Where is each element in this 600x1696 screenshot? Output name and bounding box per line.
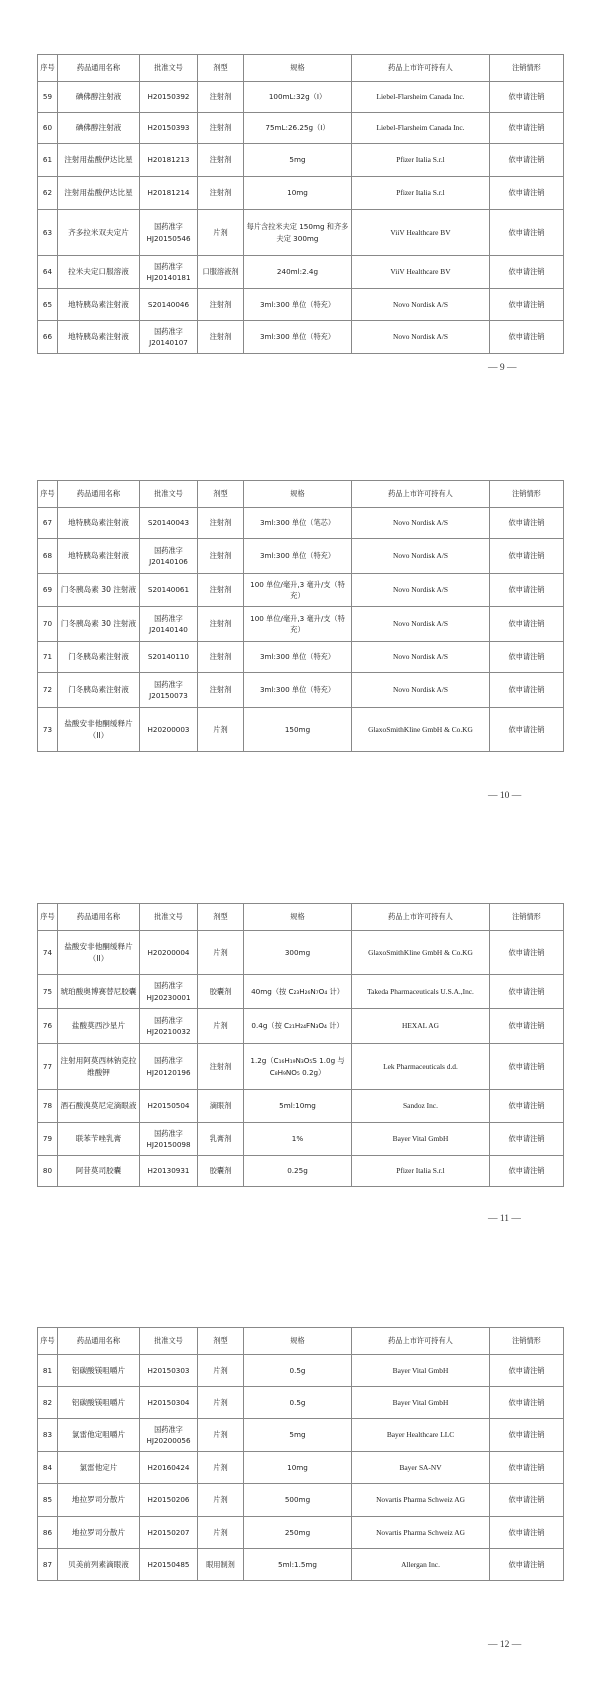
cell-approval: 国药准字 J20140107 <box>140 321 198 354</box>
cell-spec: 10mg <box>244 177 352 210</box>
cell-no: 59 <box>38 82 58 113</box>
cell-name: 地特胰岛素注射液 <box>58 539 140 574</box>
cell-spec: 3ml:300 单位（特充） <box>244 539 352 574</box>
cell-form: 片剂 <box>198 210 244 256</box>
cell-approval: S20140046 <box>140 289 198 321</box>
cell-holder: GlaxoSmithKline GmbH & Co.KG <box>352 931 490 975</box>
cell-no: 76 <box>38 1009 58 1044</box>
cell-name: 贝美前列素滴眼液 <box>58 1549 140 1581</box>
cell-status: 依申请注销 <box>490 708 564 752</box>
cell-form: 注射剂 <box>198 144 244 177</box>
cell-name: 盐酸莫西沙星片 <box>58 1009 140 1044</box>
cell-status: 依申请注销 <box>490 539 564 574</box>
column-header-name: 药品通用名称 <box>58 55 140 82</box>
cell-holder: Liebel-Flarsheim Canada Inc. <box>352 113 490 144</box>
cell-spec: 150mg <box>244 708 352 752</box>
table-row <box>38 289 564 321</box>
column-header-status: 注销情形 <box>490 1328 564 1355</box>
cancellation-table <box>37 1327 564 1581</box>
cell-no: 62 <box>38 177 58 210</box>
column-header-approval: 批准文号 <box>140 904 198 931</box>
cell-holder: Novo Nordisk A/S <box>352 574 490 607</box>
cell-approval: 国药准字 J20150073 <box>140 673 198 708</box>
cell-form: 注射剂 <box>198 321 244 354</box>
column-header-no: 序号 <box>38 904 58 931</box>
page-number: — 11 — <box>488 1214 521 1224</box>
cancellation-table <box>37 480 564 752</box>
cell-spec: 240ml:2.4g <box>244 256 352 289</box>
cell-name: 拉米夫定口服溶液 <box>58 256 140 289</box>
cell-approval: H20160424 <box>140 1452 198 1484</box>
column-header-spec: 规格 <box>244 481 352 508</box>
cell-approval: 国药准字 HJ20140181 <box>140 256 198 289</box>
cell-status: 依申请注销 <box>490 82 564 113</box>
cell-spec: 100 单位/毫升,3 毫升/支（特充） <box>244 574 352 607</box>
table-row <box>38 1452 564 1484</box>
cell-holder: ViiV Healthcare BV <box>352 210 490 256</box>
cell-name: 注射用盐酸伊达比星 <box>58 177 140 210</box>
cell-form: 口服溶液剂 <box>198 256 244 289</box>
cell-name: 注射用盐酸伊达比星 <box>58 144 140 177</box>
column-header-name: 药品通用名称 <box>58 904 140 931</box>
table-row <box>38 113 564 144</box>
cell-name: 地特胰岛素注射液 <box>58 321 140 354</box>
cell-status: 依申请注销 <box>490 1123 564 1156</box>
table-row <box>38 1156 564 1187</box>
column-header-approval: 批准文号 <box>140 1328 198 1355</box>
cell-name: 齐多拉米双夫定片 <box>58 210 140 256</box>
table-row <box>38 1484 564 1517</box>
cell-status: 依申请注销 <box>490 1355 564 1387</box>
cell-status: 依申请注销 <box>490 210 564 256</box>
table-row <box>38 1123 564 1156</box>
cell-name: 铝碳酸镁咀嚼片 <box>58 1387 140 1419</box>
cell-status: 依申请注销 <box>490 289 564 321</box>
cell-approval: H20181213 <box>140 144 198 177</box>
table-row <box>38 931 564 975</box>
cell-spec: 3ml:300 单位（特充） <box>244 642 352 673</box>
cell-holder: ViiV Healthcare BV <box>352 256 490 289</box>
cell-holder: GlaxoSmithKline GmbH & Co.KG <box>352 708 490 752</box>
cell-name: 碘佛醇注射液 <box>58 82 140 113</box>
table-row <box>38 210 564 256</box>
cell-status: 依申请注销 <box>490 1044 564 1090</box>
cell-no: 69 <box>38 574 58 607</box>
page-number: — 9 — <box>488 363 517 373</box>
cell-approval: 国药准字 HJ20120196 <box>140 1044 198 1090</box>
cell-approval: H20150392 <box>140 82 198 113</box>
cell-form: 胶囊剂 <box>198 975 244 1009</box>
cell-form: 片剂 <box>198 1419 244 1452</box>
cell-status: 依申请注销 <box>490 508 564 539</box>
cancellation-table <box>37 54 564 354</box>
cell-status: 依申请注销 <box>490 1549 564 1581</box>
cell-status: 依申请注销 <box>490 144 564 177</box>
cell-holder: Novartis Pharma Schweiz AG <box>352 1484 490 1517</box>
cell-no: 61 <box>38 144 58 177</box>
page-number: — 12 — <box>488 1640 522 1650</box>
cell-no: 70 <box>38 607 58 642</box>
cell-holder: HEXAL AG <box>352 1009 490 1044</box>
table-row <box>38 642 564 673</box>
cell-status: 依申请注销 <box>490 113 564 144</box>
cell-approval: H20150303 <box>140 1355 198 1387</box>
table-row <box>38 1009 564 1044</box>
cell-name: 铝碳酸镁咀嚼片 <box>58 1355 140 1387</box>
cell-name: 地拉罗司分散片 <box>58 1517 140 1549</box>
cell-holder: Bayer Vital GmbH <box>352 1123 490 1156</box>
cell-form: 片剂 <box>198 1355 244 1387</box>
cell-spec: 3ml:300 单位（特充） <box>244 673 352 708</box>
cell-status: 依申请注销 <box>490 256 564 289</box>
cell-spec: 1% <box>244 1123 352 1156</box>
cell-no: 80 <box>38 1156 58 1187</box>
cell-spec: 100mL:32g（I） <box>244 82 352 113</box>
cell-spec: 5mg <box>244 144 352 177</box>
cell-no: 81 <box>38 1355 58 1387</box>
cell-approval: S20140043 <box>140 508 198 539</box>
cell-no: 68 <box>38 539 58 574</box>
cell-status: 依申请注销 <box>490 1452 564 1484</box>
cell-approval: 国药准字 HJ20150546 <box>140 210 198 256</box>
cell-spec: 1.2g（C₁₆H₁₉N₃O₅S 1.0g 与 C₈H₉NO₅ 0.2g） <box>244 1044 352 1090</box>
cell-approval: 国药准字 J20140140 <box>140 607 198 642</box>
cell-form: 注射剂 <box>198 574 244 607</box>
column-header-no: 序号 <box>38 1328 58 1355</box>
table-row <box>38 1044 564 1090</box>
cell-approval: H20130931 <box>140 1156 198 1187</box>
cell-no: 83 <box>38 1419 58 1452</box>
column-header-spec: 规格 <box>244 55 352 82</box>
column-header-approval: 批准文号 <box>140 481 198 508</box>
cell-no: 82 <box>38 1387 58 1419</box>
cell-no: 64 <box>38 256 58 289</box>
cell-holder: Novartis Pharma Schweiz AG <box>352 1517 490 1549</box>
cell-spec: 10mg <box>244 1452 352 1484</box>
cell-name: 盐酸安非他酮缓释片（II） <box>58 708 140 752</box>
cell-no: 72 <box>38 673 58 708</box>
cell-spec: 5ml:1.5mg <box>244 1549 352 1581</box>
cell-approval: H20150393 <box>140 113 198 144</box>
cell-form: 乳膏剂 <box>198 1123 244 1156</box>
cell-spec: 500mg <box>244 1484 352 1517</box>
cell-holder: Novo Nordisk A/S <box>352 508 490 539</box>
table-row <box>38 1517 564 1549</box>
cell-form: 片剂 <box>198 708 244 752</box>
table-row <box>38 144 564 177</box>
table-row <box>38 574 564 607</box>
cell-no: 73 <box>38 708 58 752</box>
cell-spec: 250mg <box>244 1517 352 1549</box>
cell-spec: 3ml:300 单位（特充） <box>244 321 352 354</box>
column-header-name: 药品通用名称 <box>58 481 140 508</box>
cell-spec: 0.5g <box>244 1355 352 1387</box>
cell-name: 门冬胰岛素注射液 <box>58 642 140 673</box>
cell-holder: Lek Pharmaceuticals d.d. <box>352 1044 490 1090</box>
cell-approval: 国药准字 J20140106 <box>140 539 198 574</box>
table-header-row <box>38 481 564 508</box>
cell-spec: 每片含拉米夫定 150mg 和齐多夫定 300mg <box>244 210 352 256</box>
cell-approval: S20140110 <box>140 642 198 673</box>
cell-form: 胶囊剂 <box>198 1156 244 1187</box>
cell-status: 依申请注销 <box>490 975 564 1009</box>
table-row <box>38 607 564 642</box>
cell-no: 78 <box>38 1090 58 1123</box>
cell-holder: Sandoz Inc. <box>352 1090 490 1123</box>
cell-no: 75 <box>38 975 58 1009</box>
cell-status: 依申请注销 <box>490 1517 564 1549</box>
cell-approval: H20200003 <box>140 708 198 752</box>
table-row <box>38 82 564 113</box>
column-header-no: 序号 <box>38 55 58 82</box>
cell-form: 片剂 <box>198 1387 244 1419</box>
cell-no: 77 <box>38 1044 58 1090</box>
column-header-status: 注销情形 <box>490 904 564 931</box>
cell-spec: 0.4g（按 C₂₁H₂₄FN₃O₄ 计） <box>244 1009 352 1044</box>
table-row <box>38 1090 564 1123</box>
cell-holder: Novo Nordisk A/S <box>352 289 490 321</box>
table-row <box>38 508 564 539</box>
column-header-holder: 药品上市许可持有人 <box>352 904 490 931</box>
cell-spec: 300mg <box>244 931 352 975</box>
column-header-spec: 规格 <box>244 1328 352 1355</box>
cell-spec: 5mg <box>244 1419 352 1452</box>
cell-spec: 40mg（按 C₂₃H₂₆N₇O₄ 计） <box>244 975 352 1009</box>
column-header-holder: 药品上市许可持有人 <box>352 1328 490 1355</box>
cell-holder: Novo Nordisk A/S <box>352 321 490 354</box>
column-header-approval: 批准文号 <box>140 55 198 82</box>
cell-spec: 0.5g <box>244 1387 352 1419</box>
cell-approval: H20181214 <box>140 177 198 210</box>
cell-approval: 国药准字 HJ20200056 <box>140 1419 198 1452</box>
cell-holder: Allergan Inc. <box>352 1549 490 1581</box>
cell-no: 74 <box>38 931 58 975</box>
cell-no: 67 <box>38 508 58 539</box>
cell-name: 氯雷他定咀嚼片 <box>58 1419 140 1452</box>
cell-approval: H20150504 <box>140 1090 198 1123</box>
cell-status: 依申请注销 <box>490 1090 564 1123</box>
cell-form: 片剂 <box>198 1009 244 1044</box>
cell-name: 联苯苄唑乳膏 <box>58 1123 140 1156</box>
cell-status: 依申请注销 <box>490 1387 564 1419</box>
cell-no: 87 <box>38 1549 58 1581</box>
cell-status: 依申请注销 <box>490 1419 564 1452</box>
cell-holder: Novo Nordisk A/S <box>352 607 490 642</box>
table-row <box>38 1419 564 1452</box>
cell-no: 79 <box>38 1123 58 1156</box>
cell-name: 地特胰岛素注射液 <box>58 508 140 539</box>
column-header-status: 注销情形 <box>490 55 564 82</box>
cell-form: 注射剂 <box>198 673 244 708</box>
cell-status: 依申请注销 <box>490 321 564 354</box>
cancellation-table <box>37 903 564 1187</box>
column-header-form: 剂型 <box>198 481 244 508</box>
cell-status: 依申请注销 <box>490 673 564 708</box>
table-header-row <box>38 1328 564 1355</box>
page-number: — 10 — <box>488 791 522 801</box>
cell-approval: 国药准字 HJ20210032 <box>140 1009 198 1044</box>
cell-form: 眼用制剂 <box>198 1549 244 1581</box>
table-row <box>38 1549 564 1581</box>
cell-spec: 75mL:26.25g（I） <box>244 113 352 144</box>
column-header-holder: 药品上市许可持有人 <box>352 55 490 82</box>
cell-approval: H20150206 <box>140 1484 198 1517</box>
cell-status: 依申请注销 <box>490 1009 564 1044</box>
cell-holder: Bayer Healthcare LLC <box>352 1419 490 1452</box>
cell-name: 门冬胰岛素 30 注射液 <box>58 607 140 642</box>
table-row <box>38 975 564 1009</box>
table-row <box>38 539 564 574</box>
cell-form: 注射剂 <box>198 642 244 673</box>
table-row <box>38 177 564 210</box>
column-header-holder: 药品上市许可持有人 <box>352 481 490 508</box>
cell-holder: Takeda Pharmaceuticals U.S.A.,Inc. <box>352 975 490 1009</box>
cell-approval: H20200004 <box>140 931 198 975</box>
cell-no: 85 <box>38 1484 58 1517</box>
column-header-spec: 规格 <box>244 904 352 931</box>
cell-name: 阿昔莫司胶囊 <box>58 1156 140 1187</box>
cell-status: 依申请注销 <box>490 931 564 975</box>
table-row <box>38 708 564 752</box>
column-header-form: 剂型 <box>198 904 244 931</box>
table-row <box>38 673 564 708</box>
cell-holder: Bayer Vital GmbH <box>352 1387 490 1419</box>
cell-status: 依申请注销 <box>490 177 564 210</box>
cell-no: 66 <box>38 321 58 354</box>
cell-no: 60 <box>38 113 58 144</box>
cell-name: 盐酸安非他酮缓释片（II） <box>58 931 140 975</box>
cell-form: 注射剂 <box>198 1044 244 1090</box>
column-header-form: 剂型 <box>198 1328 244 1355</box>
cell-holder: Pfizer Italia S.r.l <box>352 144 490 177</box>
cell-form: 注射剂 <box>198 289 244 321</box>
column-header-name: 药品通用名称 <box>58 1328 140 1355</box>
cell-holder: Novo Nordisk A/S <box>352 642 490 673</box>
cell-name: 氯雷他定片 <box>58 1452 140 1484</box>
cell-form: 片剂 <box>198 1452 244 1484</box>
cell-form: 注射剂 <box>198 508 244 539</box>
cell-no: 84 <box>38 1452 58 1484</box>
cell-approval: S20140061 <box>140 574 198 607</box>
cell-approval: H20150485 <box>140 1549 198 1581</box>
cell-no: 65 <box>38 289 58 321</box>
cell-name: 酒石酸溴莫尼定滴眼液 <box>58 1090 140 1123</box>
cell-form: 片剂 <box>198 1517 244 1549</box>
table-header-row <box>38 904 564 931</box>
cell-spec: 3ml:300 单位（笔芯） <box>244 508 352 539</box>
cell-status: 依申请注销 <box>490 642 564 673</box>
cell-holder: Bayer SA-NV <box>352 1452 490 1484</box>
table-row <box>38 1387 564 1419</box>
cell-approval: 国药准字 HJ20230001 <box>140 975 198 1009</box>
column-header-form: 剂型 <box>198 55 244 82</box>
cell-form: 注射剂 <box>198 113 244 144</box>
cell-approval: H20150207 <box>140 1517 198 1549</box>
cell-form: 滴眼剂 <box>198 1090 244 1123</box>
cell-form: 片剂 <box>198 931 244 975</box>
cell-name: 门冬胰岛素注射液 <box>58 673 140 708</box>
cell-status: 依申请注销 <box>490 1484 564 1517</box>
cell-status: 依申请注销 <box>490 607 564 642</box>
cell-approval: 国药准字 HJ20150098 <box>140 1123 198 1156</box>
cell-no: 86 <box>38 1517 58 1549</box>
cell-form: 注射剂 <box>198 539 244 574</box>
cell-name: 地拉罗司分散片 <box>58 1484 140 1517</box>
cell-name: 地特胰岛素注射液 <box>58 289 140 321</box>
cell-name: 注射用阿莫西林钠克拉维酸钾 <box>58 1044 140 1090</box>
cell-name: 门冬胰岛素 30 注射液 <box>58 574 140 607</box>
column-header-status: 注销情形 <box>490 481 564 508</box>
cell-holder: Novo Nordisk A/S <box>352 539 490 574</box>
cell-form: 注射剂 <box>198 82 244 113</box>
cell-holder: Pfizer Italia S.r.l <box>352 1156 490 1187</box>
column-header-no: 序号 <box>38 481 58 508</box>
cell-holder: Pfizer Italia S.r.l <box>352 177 490 210</box>
cell-spec: 100 单位/毫升,3 毫升/支（特充） <box>244 607 352 642</box>
cell-spec: 5ml:10mg <box>244 1090 352 1123</box>
cell-name: 琥珀酸奥博赛替尼胶囊 <box>58 975 140 1009</box>
cell-form: 注射剂 <box>198 177 244 210</box>
cell-approval: H20150304 <box>140 1387 198 1419</box>
cell-spec: 3ml:300 单位（特充） <box>244 289 352 321</box>
cell-form: 片剂 <box>198 1484 244 1517</box>
cell-name: 碘佛醇注射液 <box>58 113 140 144</box>
cell-no: 71 <box>38 642 58 673</box>
cell-status: 依申请注销 <box>490 1156 564 1187</box>
cell-status: 依申请注销 <box>490 574 564 607</box>
table-row <box>38 321 564 354</box>
table-row <box>38 256 564 289</box>
cell-spec: 0.25g <box>244 1156 352 1187</box>
cell-holder: Novo Nordisk A/S <box>352 673 490 708</box>
cell-form: 注射剂 <box>198 607 244 642</box>
cell-no: 63 <box>38 210 58 256</box>
table-header-row <box>38 55 564 82</box>
cell-holder: Bayer Vital GmbH <box>352 1355 490 1387</box>
table-row <box>38 1355 564 1387</box>
cell-holder: Liebel-Flarsheim Canada Inc. <box>352 82 490 113</box>
